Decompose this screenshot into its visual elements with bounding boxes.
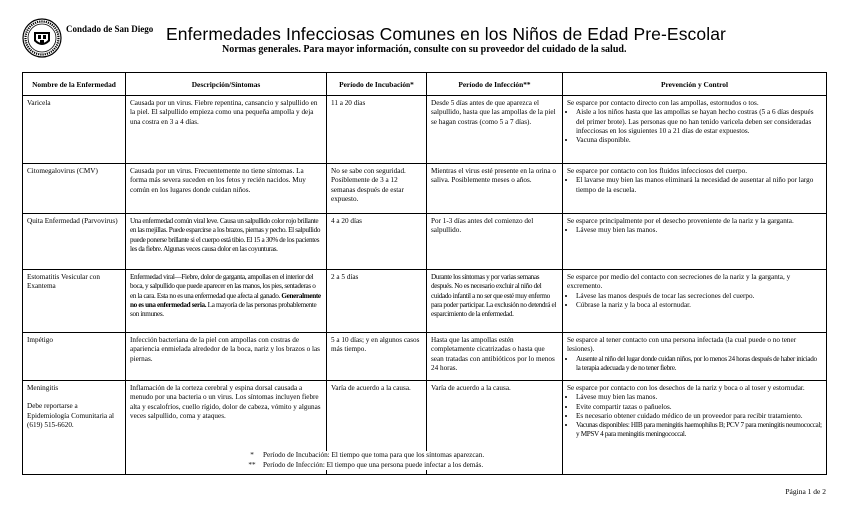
column-header-infection: Período de Infección**: [427, 73, 563, 96]
footnote-text: Período de Infección: El tiempo que una persona puede infectar a los demás.: [263, 460, 484, 469]
table-row: [23, 270, 827, 333]
disease-name-text: Meningitis: [27, 384, 59, 393]
prevention-control: [563, 164, 827, 214]
column-header-incubation: Período de Incubación*: [327, 73, 427, 96]
page-number: Página 1 de 2: [785, 487, 826, 496]
disease-description: Una enfermedad común viral leve. Causa un salpullido color rojo brillante en las mejillas. Puede esparcirse a los brazos, piernas y pecho. El salpullido puede ponerse brillante si el cuerpo está tibio. El 15 a 30% de los pacientes les da fiebre. Algunas veces causa dolor en las coyunturas.: [126, 214, 327, 270]
report-note: Debe reportarse a Epidemiología Comunitaria al (619) 515-6620.: [27, 402, 115, 429]
description-text: La mayoría de las personas probablemente son inmunes.: [130, 300, 317, 319]
prevention-control: [563, 270, 827, 333]
prevention-list: [567, 108, 822, 145]
prevention-control: [563, 381, 827, 475]
prevention-item: • Vacuna disponible.: [576, 136, 822, 145]
prevention-item: • Lávese las manos después de tocar las secreciones del cuerpo.: [576, 292, 822, 301]
prevention-intro: Se esparce por contacto con los desechos de la nariz y boca o al toser y estornudar.: [567, 384, 805, 393]
incubation-period: 11 a 20 días: [327, 96, 427, 164]
prevention-item: • Es necesario obtener cuidado médico de un proveedor para recibir tratamiento.: [576, 412, 822, 421]
infection-period: Desde 5 días antes de que aparezca el salpullido, hasta que las ampollas de la piel se hagan costras (como 5 a 7 días).: [427, 96, 563, 164]
disease-description: Causada por un virus. Fiebre repentina, cansancio y salpullido en la piel. El salpullido empieza como una pequeña ampolla y deja una costra en 3 a 4 días.: [126, 96, 327, 164]
prevention-item: • Vacunas disponibles: HIB para meningitis haemophilus B; PCV 7 para meningitis neumococcal; y MPSV 4 para meningitis meningococcal.: [576, 421, 822, 439]
disease-name: Citomegalovirus (CMV): [23, 164, 126, 214]
table-header-row: [23, 73, 827, 96]
disease-name: Impétigo: [23, 333, 126, 381]
infection-period: Por 1-3 días antes del comienzo del salpullido.: [427, 214, 563, 270]
infection-period: Hasta que las ampollas estén completamente cicatrizadas o hasta que sean tratadas con antibióticos por lo menos 24 horas.: [427, 333, 563, 381]
footnote-text: Período de Incubación: El tiempo que toma para que los síntomas aparezcan.: [263, 451, 485, 459]
prevention-control: [563, 333, 827, 381]
prevention-item: • Evite compartir tazas o pañuelos.: [576, 403, 822, 412]
disease-name: Quita Enfermedad (Parvovirus): [23, 214, 126, 270]
prevention-list: [567, 176, 822, 194]
incubation-period: No se sabe con seguridad. Posiblemente de 3 a 12 semanas después de estar expuesto.: [327, 164, 427, 214]
disease-name: Varicela: [23, 96, 126, 164]
prevention-list: [567, 226, 822, 235]
disease-description: Causada por un virus. Frecuentemente no tiene síntomas. La forma más severa suceden en los fetos y recién nacidos. Muy común en los lugares donde cuidan niños.: [126, 164, 327, 214]
column-header-name: Nombre de la Enfermedad: [23, 73, 126, 96]
incubation-period: 4 a 20 días: [327, 214, 427, 270]
prevention-intro: Se esparce por contacto con los fluidos infecciosos del cuerpo.: [567, 167, 748, 176]
prevention-list: [567, 393, 822, 439]
disease-description: Infección bacteriana de la piel con ampollas con costras de apariencia enmielada alrededor de la boca, nariz y los brazos o las piernas.: [126, 333, 327, 381]
footnote-symbol: **: [248, 460, 256, 469]
table-row: [23, 333, 827, 381]
prevention-intro: Se esparce por contacto directo con las ampollas, estornudos o tos.: [567, 99, 759, 108]
county-seal-logo: [22, 18, 62, 58]
table-row: [23, 214, 827, 270]
prevention-item: • Lávese muy bien las manos.: [576, 393, 822, 402]
description-emphasis: Generalmente no es una enfermedad seria.: [130, 291, 321, 309]
county-name: Condado de San Diego: [66, 24, 154, 34]
description-text: Enfermedad viral—Fiebre, dolor de garganta, ampollas en el interior del boca, y salpullido que puede aparecer en las manos, los pies, sentaderas o en la cara. Esta no es una enfermedad que afecta al ganado.: [130, 273, 316, 300]
prevention-control: [563, 96, 827, 164]
prevention-item: • Cúbrase la nariz y la boca al estornudar.: [576, 301, 822, 310]
prevention-control: [563, 214, 827, 270]
footnote-incubation: [247, 451, 519, 461]
table-row: [23, 164, 827, 214]
disease-description: [126, 270, 327, 333]
footnotes: [247, 451, 519, 470]
disease-table: [22, 72, 827, 475]
column-header-prevention: Prevención y Control: [563, 73, 827, 96]
prevention-intro: Se esparce principalmente por el desecho proveniente de la nariz y la garganta.: [567, 217, 794, 226]
prevention-item: • Aisle a los niños hasta que las ampollas se hayan hecho costras (5 a 6 días después del primer brote). Las personas que no han tenido varicela deben ser consideradas infecciosas en los siguientes 10 a 21 días de estar expuestos.: [576, 108, 822, 136]
incubation-period: Varía de acuerdo a la causa.: [327, 381, 427, 475]
prevention-intro: Se esparce al tener contacto con una persona infectada (la cual puede o no tener lesiones).: [567, 336, 797, 354]
incubation-period: 2 a 5 días: [327, 270, 427, 333]
prevention-list: [567, 292, 822, 310]
footnote-infection: [247, 461, 519, 471]
prevention-item: • Lávese muy bien las manos.: [576, 226, 822, 235]
page-subtitle: Normas generales. Para mayor información, consulte con su proveedor del cuidado de la salud.: [222, 44, 627, 55]
infection-period: Durante los síntomas y por varias semanas después. No es necesario excluir al niño del cuidado infantil a no ser que esté muy enfermo para poder participar. La exclusión no detendrá el esparcimiento de la enfermedad.: [427, 270, 563, 333]
table-row: [23, 96, 827, 164]
disease-name: [23, 381, 126, 475]
prevention-item: • Ausente al niño del lugar donde cuidan niños, por lo menos 24 horas después de haber iniciado la terapia adecuada y de no tener fiebre.: [576, 355, 822, 373]
disease-name: Estomatitis Vesicular con Exantema: [23, 270, 126, 333]
prevention-item: • El lavarse muy bien las manos eliminará la necesidad de ausentar al niño por largo tiempo de la escuela.: [576, 176, 822, 194]
infection-period: Mientras el virus esté presente en la orina o saliva. Posiblemente meses o años.: [427, 164, 563, 214]
disease-description: Inflamación de la corteza cerebral y espina dorsal causada a menudo por una bacteria o un virus. Los síntomas incluyen fiebre alta y escalofríos, cuello rígido, dolor de cabeza, vómito y algunas veces salpullido, coma y ataques.: [126, 381, 327, 475]
footnote-symbol: *: [250, 451, 254, 459]
incubation-period: 5 a 10 días; y en algunos casos más tiempo.: [327, 333, 427, 381]
page-title: Enfermedades Infecciosas Comunes en los Niños de Edad Pre-Escolar: [166, 24, 726, 44]
prevention-list: [567, 355, 822, 373]
column-header-description: Descripción/Síntomas: [126, 73, 327, 96]
prevention-intro: Se esparce por medio del contacto con secreciones de la nariz y la garganta, y excremento.: [567, 273, 791, 291]
infection-period: Varía de acuerdo a la causa.: [427, 381, 563, 475]
